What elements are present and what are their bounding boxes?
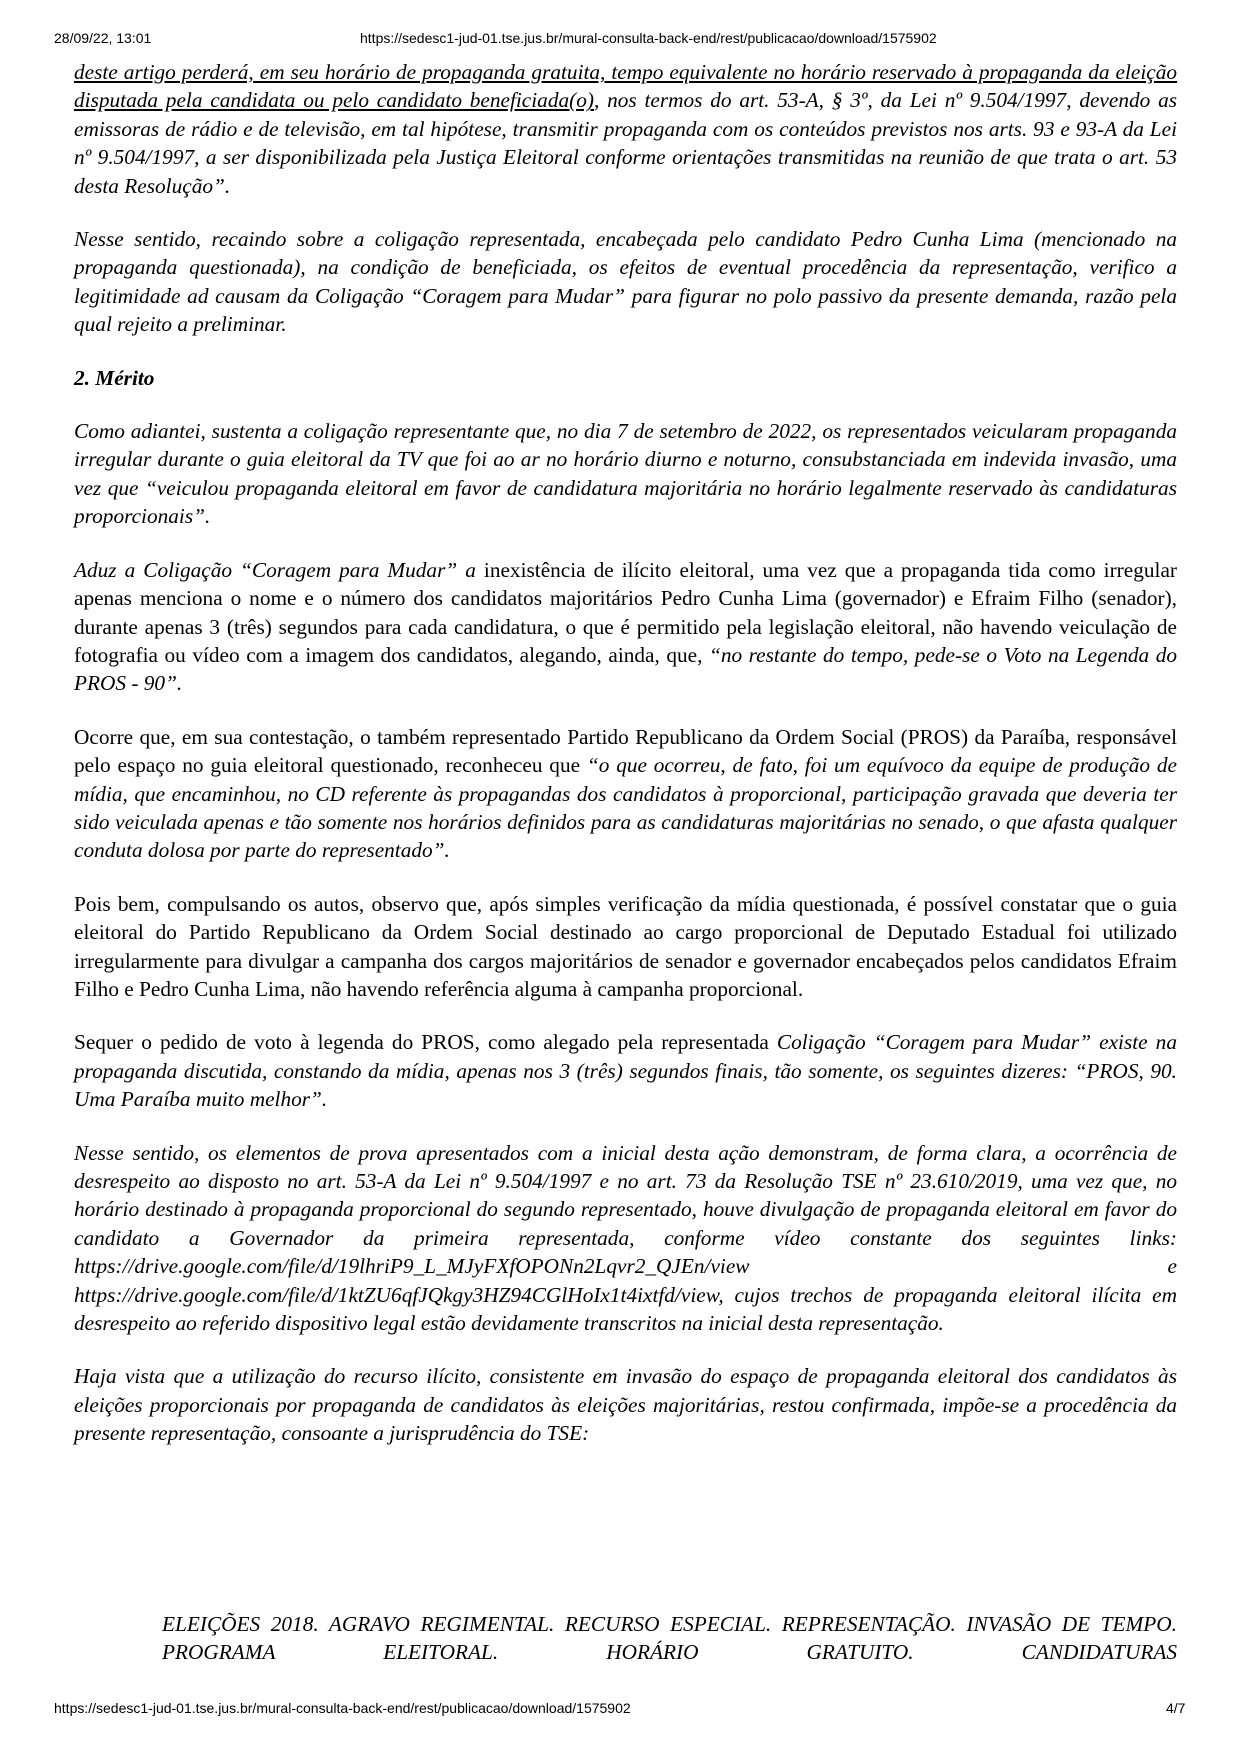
print-header-url: https://sedesc1-jud-01.tse.jus.br/mural-consulta-back-end/rest/publicacao/download/1575902: [360, 30, 937, 46]
paragraph-aduz: [74, 556, 1177, 698]
italic-text: Aduz a Coligação “Coragem para Mudar” a: [74, 557, 476, 582]
italic-quote: “no restante do tempo, pede-se o Voto na Legenda do PROS - 90”.: [74, 642, 1177, 696]
paragraph-ocorre: [74, 723, 1177, 865]
paragraph-sequer: [74, 1028, 1177, 1113]
document-body: [74, 58, 1177, 1473]
paragraph-haja-vista: Haja vista que a utilização do recurso ilícito, consistente em invasão do espaço de propaganda eleitoral dos candidatos às eleições proporcionais por propaganda de candidatos às eleições majoritárias, restou confirmada, impõe-se a procedência da presente representação, consoante a jurisprudência do TSE:: [74, 1364, 1177, 1446]
paragraph-elementos-prova: [74, 1139, 1177, 1338]
paragraph-text: , cujos trechos de propaganda eleitoral ilícita em desrespeito ao referido dispositivo legal estão devidamente transcritos na inicial desta representação.: [74, 1282, 1177, 1336]
paragraph-text: Ocorre que, em sua contestação, o também representado Partido Republicano da Ordem Social (PROS) da Paraíba, responsável pelo espaço no guia eleitoral questionado, reconheceu que: [74, 724, 1177, 778]
paragraph-pois-bem: Pois bem, compulsando os autos, observo que, após simples verificação da mídia questionada, é possível constatar que o guia eleitoral do Partido Republicano da Ordem Social destinado ao cargo proporcional de Deputado Estadual foi utilizado irregularmente para divulgar a campanha dos cargos majoritários de senador e governador encabeçados pelos candidatos Efraim Filho e Pedro Cunha Lima, não havendo referência alguma à campanha proporcional.: [74, 891, 1177, 1001]
section-heading-merito: 2. Mérito: [74, 365, 155, 390]
conjunction: e: [1167, 1254, 1177, 1279]
paragraph-text: Nesse sentido, os elementos de prova apresentados com a inicial desta ação demonstram, de forma clara, a ocorrência de desrespeito ao disposto no art. 53-A da Lei nº 9.504/1997 e no art. 73 da Resolução TSE nº 23.610/2019, uma vez que, no horário destinado à propaganda proporcional do segundo representado, houve divulgação de propaganda eleitoral em favor do candidato a Governador da primeira representada, conforme vídeo constante dos seguintes links:: [74, 1140, 1177, 1250]
page-number: 4/7: [1166, 1700, 1186, 1716]
paragraph-text: Sequer o pedido de voto à legenda do PROS, como alegado pela representada: [74, 1030, 777, 1055]
paragraph-legitimidade: Nesse sentido, recaindo sobre a coligação representada, encabeçada pelo candidato Pedro Cunha Lima (mencionado na propaganda questionada), na condição de beneficiada, os efeitos de eventual procedência da representação, verifico a legitimidade ad causam da Coligação “Coragem para Mudar” para figurar no polo passivo da presente demanda, razão pela qual rejeito a preliminar.: [74, 227, 1177, 337]
paragraph-quoted-resolution: [74, 58, 1177, 200]
drive-link-1[interactable]: https://drive.google.com/file/d/19lhriP9_L_MJyFXfOPONn2Lqvr2_QJEn/view: [74, 1254, 750, 1279]
paragraph-como-adiantei: Como adiantei, sustenta a coligação representante que, no dia 7 de setembro de 2022, os representados veicularam propaganda irregular durante o guia eleitoral da TV que foi ao ar no horário diurno e noturno, consubstanciada em indevida invasão, uma vez que “veiculou propaganda eleitoral em favor de candidatura majoritária no horário legalmente reservado às candidaturas proporcionais”.: [74, 419, 1177, 529]
drive-link-2[interactable]: https://drive.google.com/file/d/1ktZU6qfJQkgy3HZ94CGlHoIx1t4ixtfd/view: [74, 1282, 719, 1307]
print-footer-url: https://sedesc1-jud-01.tse.jus.br/mural-consulta-back-end/rest/publicacao/download/1575902: [54, 1700, 631, 1716]
paragraph-text: , nos termos do art. 53-A, § 3º, da Lei nº 9.504/1997, devendo as emissoras de rádio e de televisão, em tal hipótese, transmitir propaganda com os conteúdos previstos nos arts. 93 e 93-A da Lei nº 9.504/1997, a ser disponibilizada pela Justiça Eleitoral conforme orientações transmitidas na reunião de que trata o art. 53 desta Resolução”.: [74, 88, 1178, 198]
paragraph-text: inexistência de ilícito eleitoral, uma vez que a propaganda tida como irregular apenas menciona o nome e o número dos candidatos majoritários Pedro Cunha Lima (governador) e Efraim Filho (senador), durante apenas 3 (três) segundos para cada candidatura, o que é permitido pela legislação eleitoral, não havendo veiculação de fotografia ou vídeo com a imagem dos candidatos, alegando, ainda, que,: [74, 557, 1177, 667]
print-datetime: 28/09/22, 13:01: [54, 30, 152, 46]
italic-quote: “o que ocorreu, de fato, foi um equívoco da equipe de produção de mídia, que encaminhou, no CD referente às propagandas dos candidatos à proporcional, participação gravada que deveria ter sido veiculada apenas e tão somente nos horários definidos para as candidaturas majoritárias no senado, o que afasta qualquer conduta dolosa por parte do representado”.: [74, 753, 1178, 863]
italic-text: Coligação “Coragem para Mudar” existe na propaganda discutida, constando da mídia, apenas nos 3 (três) segundos finais, tão somente, os seguintes dizeres: “PROS, 90. Uma Paraíba muito melhor”.: [74, 1030, 1177, 1112]
jurisprudence-citation: ELEIÇÕES 2018. AGRAVO REGIMENTAL. RECURSO ESPECIAL. REPRESENTAÇÃO. INVASÃO DE TEMPO. PROGRAMA ELEITORAL. HORÁRIO GRATUITO. CANDIDATURAS: [162, 1612, 1177, 1665]
underlined-text: deste artigo perderá, em seu horário de propaganda gratuita, tempo equivalente no horário reservado à propaganda da eleição disputada pela candidata ou pelo candidato beneficiada(o): [74, 60, 1177, 113]
